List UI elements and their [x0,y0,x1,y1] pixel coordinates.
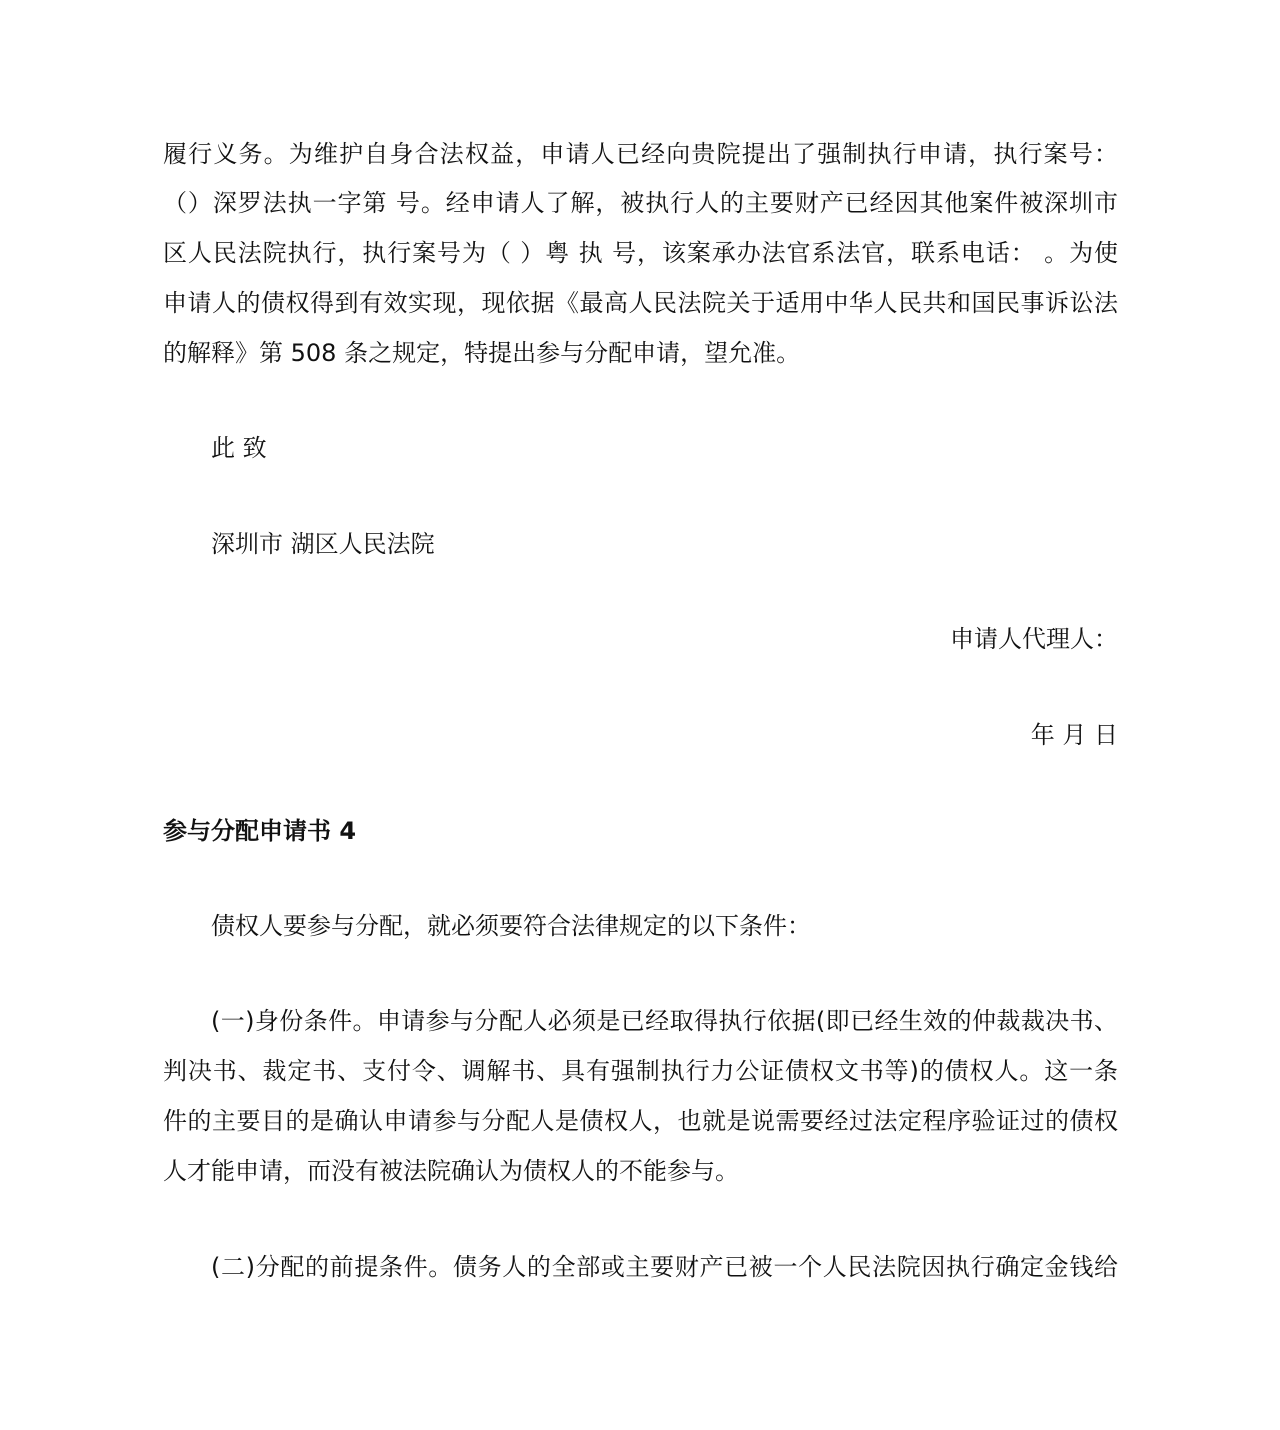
condition1-line-1: (一)身份条件。申请参与分配人必须是已经取得执行依据(即已经生效的仲裁裁决书、 [211,1007,1118,1035]
intro-paragraph: 债权人要参与分配，就必须要符合法律规定的以下条件： [211,912,811,940]
condition2-line-1: (二)分配的前提条件。债务人的全部或主要财产已被一个人民法院因执行确定金钱给 [211,1253,1118,1281]
paragraph-line-4: 申请人的债权得到有效实现，现依据《最高人民法院关于适用中华人民共和国民事诉讼法 [163,289,1118,317]
section-title: 参与分配申请书 4 [163,817,357,845]
condition1-line-2: 判决书、裁定书、支付令、调解书、具有强制执行力公证债权文书等)的债权人。这一条 [163,1057,1118,1085]
applicant-agent-signature: 申请人代理人： [950,625,1118,653]
condition1-line-4: 人才能申请，而没有被法院确认为债权人的不能参与。 [163,1157,739,1185]
condition1-line-3: 件的主要目的是确认申请参与分配人是债权人，也就是说需要经过法定程序验证过的债权 [163,1107,1118,1135]
paragraph-line-3: 区人民法院执行，执行案号为（ ）粤 执 号，该案承办法官系法官，联系电话： 。为使 [163,239,1118,267]
paragraph-line-2: （）深罗法执一字第 号。经申请人了解，被执行人的主要财产已经因其他案件被深圳市 [163,189,1118,217]
paragraph-line-1: 履行义务。为维护自身合法权益，申请人已经向贵院提出了强制执行申请，执行案号： [163,140,1118,168]
court-name: 深圳市 湖区人民法院 [211,530,435,558]
salutation: 此 致 [211,434,267,462]
date-line: 年 月 日 [1030,721,1118,749]
paragraph-line-5: 的解释》第 508 条之规定，特提出参与分配申请，望允准。 [163,339,801,367]
